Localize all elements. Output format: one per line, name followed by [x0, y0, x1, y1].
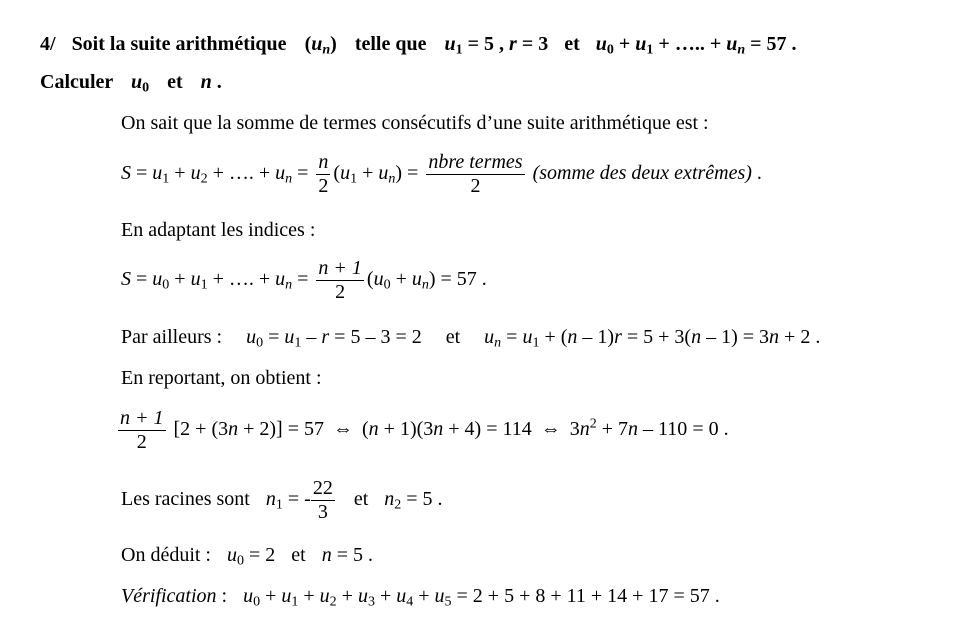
fraction-n-over-2: $\frac{n}{2}$: [318, 151, 329, 197]
equation-line: $\frac{n + 1}{2}$ [2 + (3n + 2)] = 57 ⇔ (n + 1)(3n + 4) = 114 ⇔ $3n^2 + 7n - 110 = 0$ .: [120, 407, 729, 453]
fraction-22-over-3: $\frac{22}{3}$: [312, 477, 333, 523]
elsewhere-line: Par ailleurs : $u_0 = u_1 - r = 5 - 3 = 2$ et $u_n = u_1 + (n - 1)r = 5 + 3(n - 1) = 3n + 2$ .: [121, 326, 821, 351]
fraction-n-plus-1-over-2-b: $\frac{n + 1}{2}$: [120, 407, 164, 453]
problem-statement: 4/ Soit la suite arithmétique $(u_n)$ telle que $u_1 = 5$ , r = 3 et $u_0 + u_1$ + ….. + $u_n = 57$ .: [40, 33, 797, 58]
intro-sentence: On sait que la somme de termes consécutifs d’une suite arithmétique est :: [121, 112, 709, 134]
deduce-line: On déduit : $u_0 = 2$ et n = 5 .: [121, 544, 373, 569]
fraction-n-plus-1-over-2: $\frac{n + 1}{2}$: [318, 257, 362, 303]
verification-line: Vérification : $u_0 + u_1 + u_2 + u_3 + u_4 + u_5 = 2 + 5 + 8 + 11 + 14 + 17 = 57$ .: [121, 585, 720, 610]
adapt-sentence: En adaptant les indices :: [121, 219, 316, 241]
sum-formula: $S = u_1 + u_2$ + …. + $u_n$ = $\frac{n}{2}$ $(u_1 + u_n)$ = $\frac{\text{nbre termes}}{2}$ (somme des deux extrêmes) .: [121, 151, 762, 197]
roots-line: Les racines sont $n_1$ = - $\frac{22}{3}$ et $n_2 = 5$ .: [121, 477, 443, 523]
fraction-nbre-termes: $\frac{\text{nbre termes}}{2}$: [428, 151, 523, 197]
problem-question: Calculer $u_0$ et n .: [40, 71, 222, 96]
adapted-formula: $S = u_0 + u_1$ + …. + $u_n$ = $\frac{n + 1}{2}$ $(u_0 + u_n) = 57$ .: [121, 257, 487, 303]
problem-number: 4/: [40, 33, 56, 55]
reporting-sentence: En reportant, on obtient :: [121, 367, 322, 389]
